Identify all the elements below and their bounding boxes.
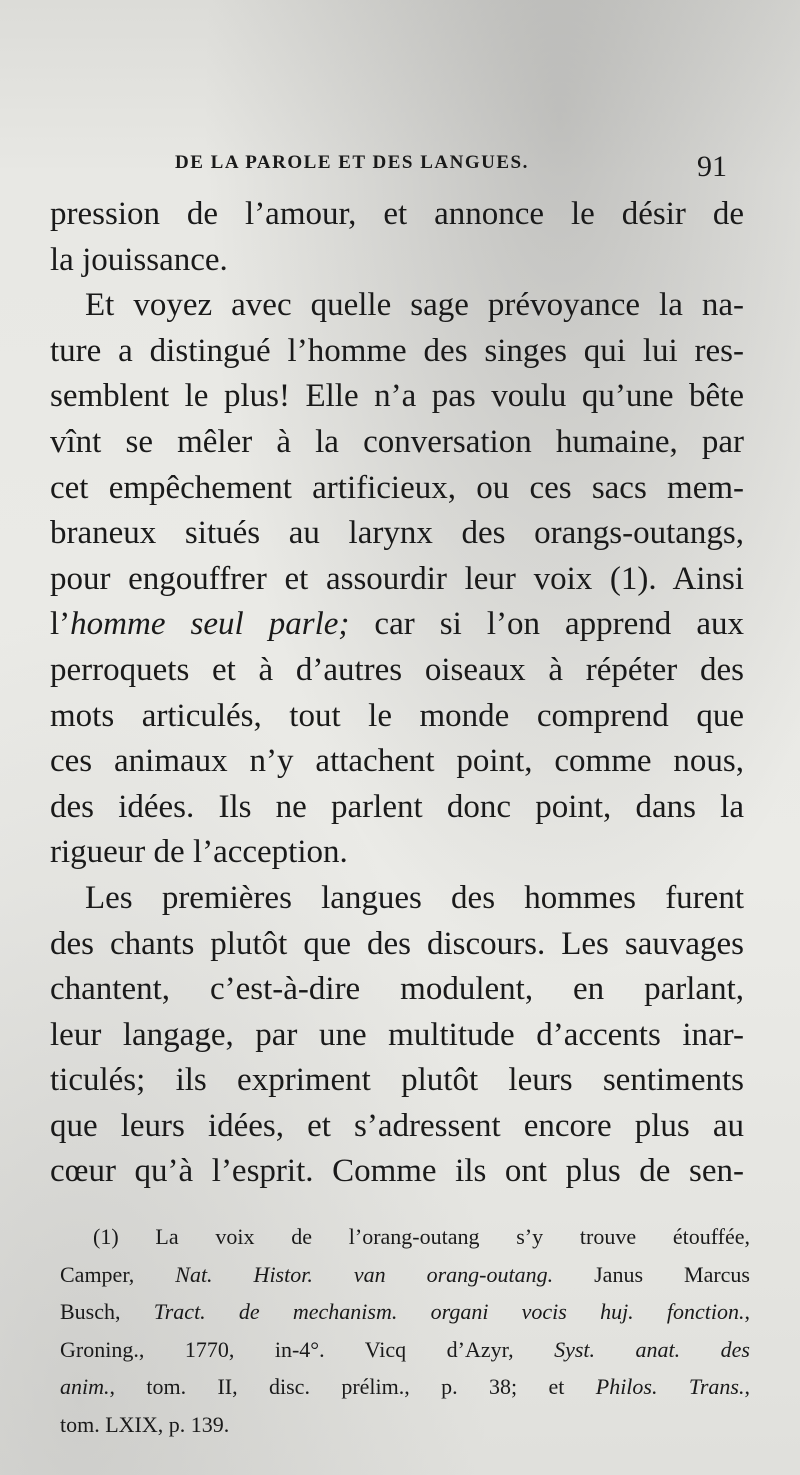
text-line: vînt se mêler à la conversation humaine, par bbox=[50, 423, 744, 460]
text-segment: Camper, bbox=[60, 1261, 176, 1287]
running-head: DE LA PAROLE ET DES LANGUES. bbox=[175, 152, 529, 173]
text-line: ticulés; ils expriment plutôt leurs sentiments bbox=[50, 1062, 744, 1099]
text-line: des chants plutôt que des discours. Les sauvages bbox=[50, 925, 744, 962]
footnote-line bbox=[60, 1293, 750, 1331]
text-line: pour engouffrer et assourdir leur voix (1). Ainsi bbox=[50, 560, 744, 597]
footnote-line: (1) La voix de l’orang-outang s’y trouve étouffée, bbox=[93, 1224, 750, 1249]
text-line: Et voyez avec quelle sage prévoyance la na- bbox=[85, 287, 744, 324]
text-line: Les premières langues des hommes furent bbox=[85, 879, 744, 916]
footnote-line: tom. LXIX, p. 139. bbox=[60, 1411, 230, 1437]
page-number: 91 bbox=[697, 150, 727, 183]
italic-title: Philos. Trans. bbox=[595, 1374, 745, 1399]
text-line: leur langage, par une multitude d’accents inar- bbox=[50, 1016, 744, 1053]
footnote-line bbox=[60, 1368, 750, 1406]
body-text bbox=[50, 192, 744, 1195]
text-line: ces animaux n’y attachent point, comme nous, bbox=[50, 743, 744, 780]
text-line: que leurs idées, et s’adressent encore plus au bbox=[50, 1107, 744, 1144]
text-line: la jouissance. bbox=[50, 241, 228, 278]
text-line bbox=[50, 602, 744, 648]
text-line: chantent, c’est-à-dire modulent, en parlant, bbox=[50, 971, 744, 1008]
text-segment: Busch, bbox=[60, 1299, 154, 1324]
footnote-line bbox=[60, 1331, 750, 1369]
text-segment: , tom. II, disc. prélim., p. 38; et bbox=[109, 1374, 596, 1399]
text-segment: l’ bbox=[50, 606, 71, 643]
text-segment: , bbox=[744, 1374, 750, 1399]
text-line: semblent le plus! Elle n’a pas voulu qu’une bête bbox=[50, 378, 744, 415]
text-segment: , bbox=[744, 1299, 750, 1324]
italic-phrase: homme seul parle; bbox=[70, 606, 350, 643]
text-segment: Groning., 1770, in-4°. Vicq d’Azyr, bbox=[60, 1336, 555, 1362]
italic-title: anim. bbox=[60, 1374, 110, 1399]
text-segment: car si l’on apprend aux bbox=[349, 606, 744, 643]
text-line: mots articulés, tout le monde comprend que bbox=[50, 697, 744, 734]
text-line: rigueur de l’acception. bbox=[50, 834, 348, 871]
text-line: cet empêchement artificieux, ou ces sacs mem- bbox=[50, 469, 744, 506]
footnote bbox=[60, 1218, 750, 1443]
text-line: des idées. Ils ne parlent donc point, dans la bbox=[50, 788, 744, 825]
footnote-line bbox=[60, 1256, 750, 1294]
text-segment: Janus Marcus bbox=[553, 1261, 750, 1287]
italic-title: Syst. anat. des bbox=[554, 1336, 750, 1362]
text-line: perroquets et à d’autres oiseaux à répéter des bbox=[50, 651, 744, 688]
text-line: ture a distingué l’homme des singes qui lui res- bbox=[50, 332, 744, 369]
italic-title: Tract. de mechanism. organi vocis huj. fonction. bbox=[153, 1299, 745, 1324]
italic-title: Nat. Histor. van orang-outang. bbox=[175, 1261, 554, 1287]
text-line: braneux situés au larynx des orangs-outangs, bbox=[50, 515, 744, 552]
text-line: cœur qu’à l’esprit. Comme ils ont plus de sen- bbox=[50, 1153, 744, 1190]
text-line: pression de l’amour, et annonce le désir de bbox=[50, 196, 744, 232]
